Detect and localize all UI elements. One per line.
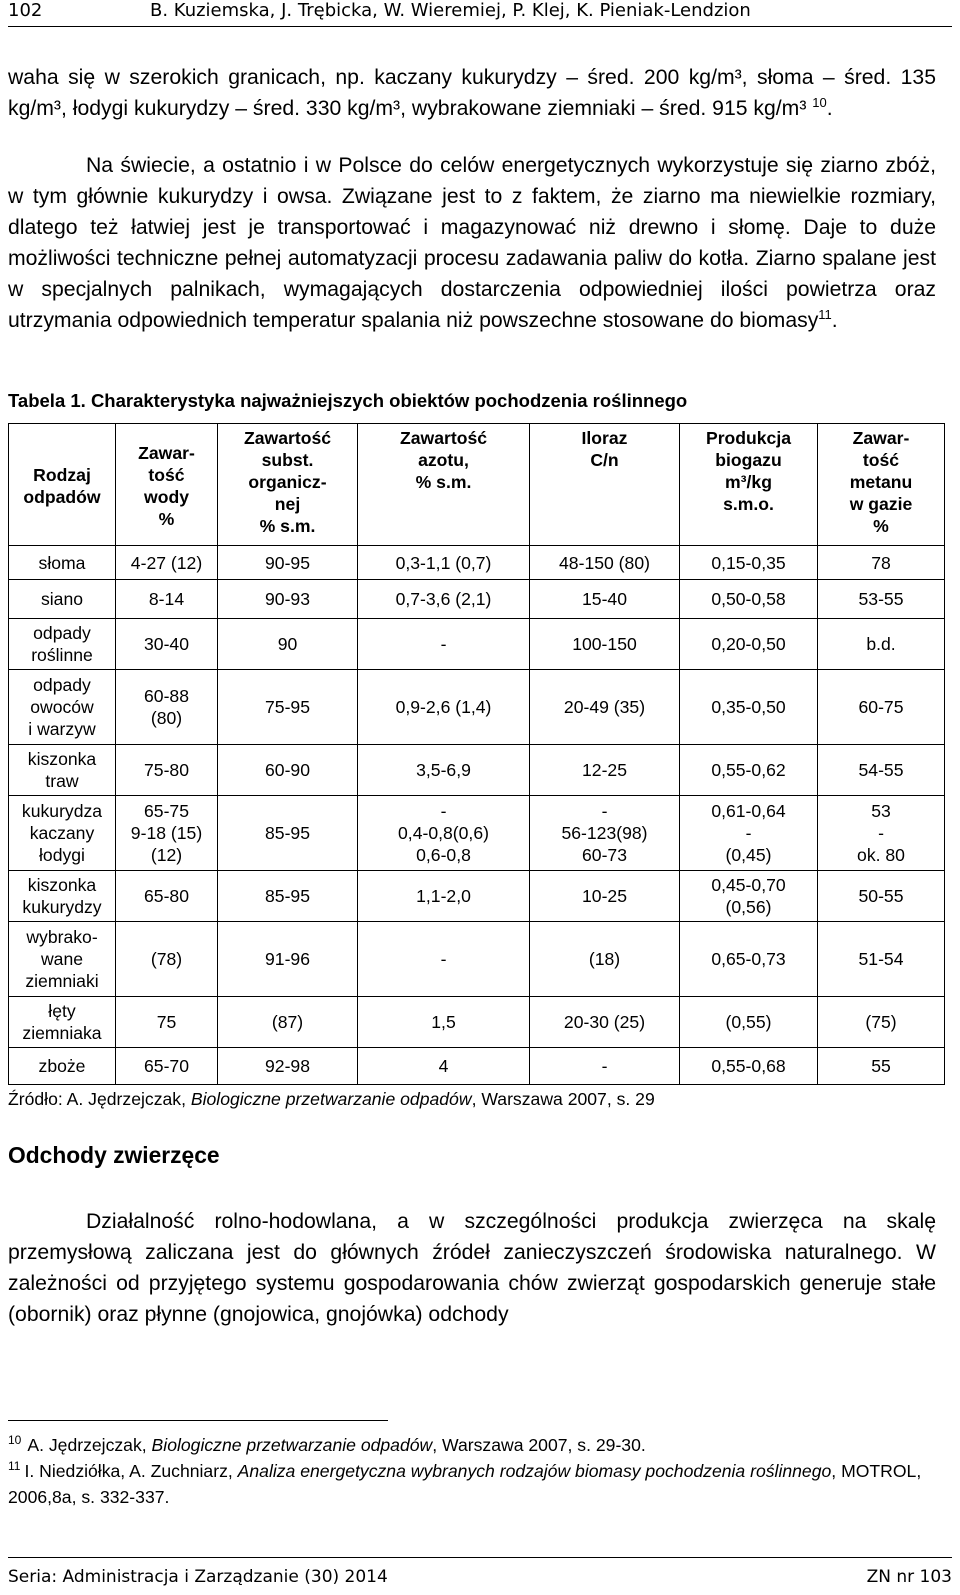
cell-water: 60-88 (80) xyxy=(116,670,218,745)
cell-water: 8-14 xyxy=(116,580,218,619)
running-foot xyxy=(8,1557,952,1588)
cell-organic: 85-95 xyxy=(218,796,358,871)
cell-methane: 51-54 xyxy=(818,922,945,997)
cell-name: kiszonka kukurydzy xyxy=(9,871,116,922)
cell-biogas: 0,35-0,50 xyxy=(680,670,818,745)
cell-nitrogen: 1,5 xyxy=(358,997,530,1048)
footnote-title: Analiza energetyczna wybranych rodzajów biomasy pochodzenia roślinnego xyxy=(237,1461,832,1481)
footnote-prefix: I. Niedziółka, A. Zuchniarz, xyxy=(24,1461,238,1481)
cell-cn: 12-25 xyxy=(530,745,680,796)
cell-biogas: 0,55-0,62 xyxy=(680,745,818,796)
footnote-title: Biologiczne przetwarzanie odpadów xyxy=(151,1435,433,1455)
cell-water: 4-27 (12) xyxy=(116,546,218,580)
cell-biogas: 0,20-0,50 xyxy=(680,619,818,670)
cell-nitrogen: 0,7-3,6 (2,1) xyxy=(358,580,530,619)
cell-methane: 53 - ok. 80 xyxy=(818,796,945,871)
table-row xyxy=(9,1048,945,1085)
cell-cn: - 56-123(98) 60-73 xyxy=(530,796,680,871)
cell-biogas: 0,65-0,73 xyxy=(680,922,818,997)
cell-nitrogen: 0,3-1,1 (0,7) xyxy=(358,546,530,580)
source-title: Biologiczne przetwarzanie odpadów xyxy=(190,1089,472,1109)
cell-methane: 54-55 xyxy=(818,745,945,796)
footnote-divider xyxy=(8,1420,388,1421)
paragraph-end: . xyxy=(826,97,833,120)
running-head xyxy=(8,0,952,27)
cell-water: 30-40 xyxy=(116,619,218,670)
table-row xyxy=(9,745,945,796)
source-suffix: , Warszawa 2007, s. 29 xyxy=(471,1089,655,1109)
table-row xyxy=(9,871,945,922)
paragraph-text: Na świecie, a ostatnio i w Polsce do celów energetycznych wykorzystuje się ziarno zbóż, w tym głównie kukurydzy i owsa. Związane jest to z faktem, że ziarno ma niewielkie rozmiary, dlatego też łatwiej jest je transportować i magazynować niż drewno i słomę. Daje to duże możliwości techniczne pełnej automatyzacji procesu zadawania paliw do kotła. Ziarno spalane jest w specjalnych palnikach, wymagających dostarczenia odpowiedniej ilości powietrza oraz utrzymania odpowiednich temperatur spalania niż powszechne stosowane do biomasy xyxy=(8,154,936,332)
table-row xyxy=(9,619,945,670)
cell-methane: 53-55 xyxy=(818,580,945,619)
header-water-content: Zawar- tość wody % xyxy=(116,424,218,546)
cell-cn: 15-40 xyxy=(530,580,680,619)
footnote-prefix: A. Jędrzejczak, xyxy=(27,1435,152,1455)
cell-organic: 85-95 xyxy=(218,871,358,922)
footnote-10 xyxy=(8,1432,936,1458)
cell-cn: 10-25 xyxy=(530,871,680,922)
cell-biogas: (0,55) xyxy=(680,997,818,1048)
source-prefix: Źródło: A. Jędrzejczak, xyxy=(8,1089,191,1109)
cell-biogas: 0,61-0,64 - (0,45) xyxy=(680,796,818,871)
header-organic-content: Zawartość subst. organicz- nej % s.m. xyxy=(218,424,358,546)
header-nitrogen: Zawartość azotu, % s.m. xyxy=(358,424,530,546)
cell-methane: 78 xyxy=(818,546,945,580)
cell-water: 65-70 xyxy=(116,1048,218,1085)
cell-water: 65-80 xyxy=(116,871,218,922)
footnote-number: 11 xyxy=(8,1459,21,1473)
cell-water: 75-80 xyxy=(116,745,218,796)
cell-biogas: 0,15-0,35 xyxy=(680,546,818,580)
cell-cn: (18) xyxy=(530,922,680,997)
cell-cn: - xyxy=(530,1048,680,1085)
cell-nitrogen: 0,9-2,6 (1,4) xyxy=(358,670,530,745)
table-header-row xyxy=(9,424,945,546)
footnote-ref[interactable]: 10 xyxy=(812,95,827,110)
cell-cn: 48-150 (80) xyxy=(530,546,680,580)
cell-name: słoma xyxy=(9,546,116,580)
cell-name: wybrako- wane ziemniaki xyxy=(9,922,116,997)
cell-organic: 75-95 xyxy=(218,670,358,745)
cell-name: odpady roślinne xyxy=(9,619,116,670)
cell-name: kukurydza kaczany łodygi xyxy=(9,796,116,871)
biomass-table xyxy=(8,423,945,1085)
table-row xyxy=(9,922,945,997)
header-methane: Zawar- tość metanu w gazie % xyxy=(818,424,945,546)
cell-name: łęty ziemniaka xyxy=(9,997,116,1048)
footnote-ref[interactable]: 11 xyxy=(818,307,832,322)
cell-nitrogen: 4 xyxy=(358,1048,530,1085)
issue-number: ZN nr 103 xyxy=(866,1567,952,1587)
cell-methane: b.d. xyxy=(818,619,945,670)
cell-nitrogen: - 0,4-0,8(0,6) 0,6-0,8 xyxy=(358,796,530,871)
cell-water: 65-75 9-18 (15) (12) xyxy=(116,796,218,871)
cell-nitrogen: - xyxy=(358,619,530,670)
cell-cn: 20-30 (25) xyxy=(530,997,680,1048)
cell-nitrogen: 1,1-2,0 xyxy=(358,871,530,922)
cell-name: kiszonka traw xyxy=(9,745,116,796)
cell-name: siano xyxy=(9,580,116,619)
cell-nitrogen: - xyxy=(358,922,530,997)
paragraph-animal-waste: Działalność rolno-hodowlana, a w szczególności produkcja zwierzęca na skalę przemysłową zaliczana jest do głównych źródeł zanieczyszczeń środowiska naturalnego. W zależności od przyjętego systemu gospodarowania chów zwierząt gospodarskich generuje stałe (obornik) oraz płynne (gnojowica, gnojówka) odchody xyxy=(8,1210,936,1326)
page-number: 102 xyxy=(8,0,43,21)
cell-biogas: 0,55-0,68 xyxy=(680,1048,818,1085)
cell-organic: 90-93 xyxy=(218,580,358,619)
table-row xyxy=(9,796,945,871)
cell-methane: 60-75 xyxy=(818,670,945,745)
cell-methane: (75) xyxy=(818,997,945,1048)
footnote-suffix: , Warszawa 2007, s. 29-30. xyxy=(432,1435,646,1455)
header-biogas: Produkcja biogazu m³/kg s.m.o. xyxy=(680,424,818,546)
cell-cn: 20-49 (35) xyxy=(530,670,680,745)
table-caption: Tabela 1. Charakterystyka najważniejszych obiektów pochodzenia roślinnego xyxy=(8,390,688,411)
table-row xyxy=(9,546,945,580)
footnote-11 xyxy=(8,1458,936,1510)
cell-nitrogen: 3,5-6,9 xyxy=(358,745,530,796)
cell-water: (78) xyxy=(116,922,218,997)
table-row xyxy=(9,580,945,619)
cell-biogas: 0,45-0,70 (0,56) xyxy=(680,871,818,922)
running-head-authors: B. Kuziemska, J. Trębicka, W. Wieremiej, P. Klej, K. Pieniak-Lendzion xyxy=(150,0,751,21)
series-name: Seria: Administracja i Zarządzanie (30) 2014 xyxy=(8,1567,388,1587)
table-source xyxy=(8,1089,655,1110)
table-row xyxy=(9,997,945,1048)
paragraph-text: waha się w szerokich granicach, np. kaczany kukurydzy – śred. 200 kg/m³, słoma – śred. 135 kg/m³, łodygi kukurydzy – śred. 330 kg/m³, wybrakowane ziemniaki – śred. 915 kg/m³ xyxy=(8,66,936,120)
cell-organic: 60-90 xyxy=(218,745,358,796)
cell-biogas: 0,50-0,58 xyxy=(680,580,818,619)
table-row xyxy=(9,670,945,745)
cell-organic: 90 xyxy=(218,619,358,670)
footnote-suffix: , MOTROL, 2006,8a, s. 332-337. xyxy=(8,1461,922,1507)
cell-organic: 90-95 xyxy=(218,546,358,580)
cell-name: zboże xyxy=(9,1048,116,1085)
cell-methane: 50-55 xyxy=(818,871,945,922)
cell-organic: (87) xyxy=(218,997,358,1048)
cell-name: odpady owoców i warzyw xyxy=(9,670,116,745)
footnotes xyxy=(8,1432,936,1510)
header-cn-ratio: Iloraz C/n xyxy=(530,424,680,546)
footnote-number: 10 xyxy=(8,1433,22,1447)
cell-methane: 55 xyxy=(818,1048,945,1085)
section-heading: Odchody zwierzęce xyxy=(8,1142,220,1168)
paragraph-density xyxy=(8,62,936,124)
paragraph-grain xyxy=(8,150,936,336)
paragraph-end: . xyxy=(831,309,838,332)
cell-cn: 100-150 xyxy=(530,619,680,670)
cell-water: 75 xyxy=(116,997,218,1048)
header-waste-type: Rodzaj odpadów xyxy=(9,424,116,546)
cell-organic: 92-98 xyxy=(218,1048,358,1085)
cell-organic: 91-96 xyxy=(218,922,358,997)
